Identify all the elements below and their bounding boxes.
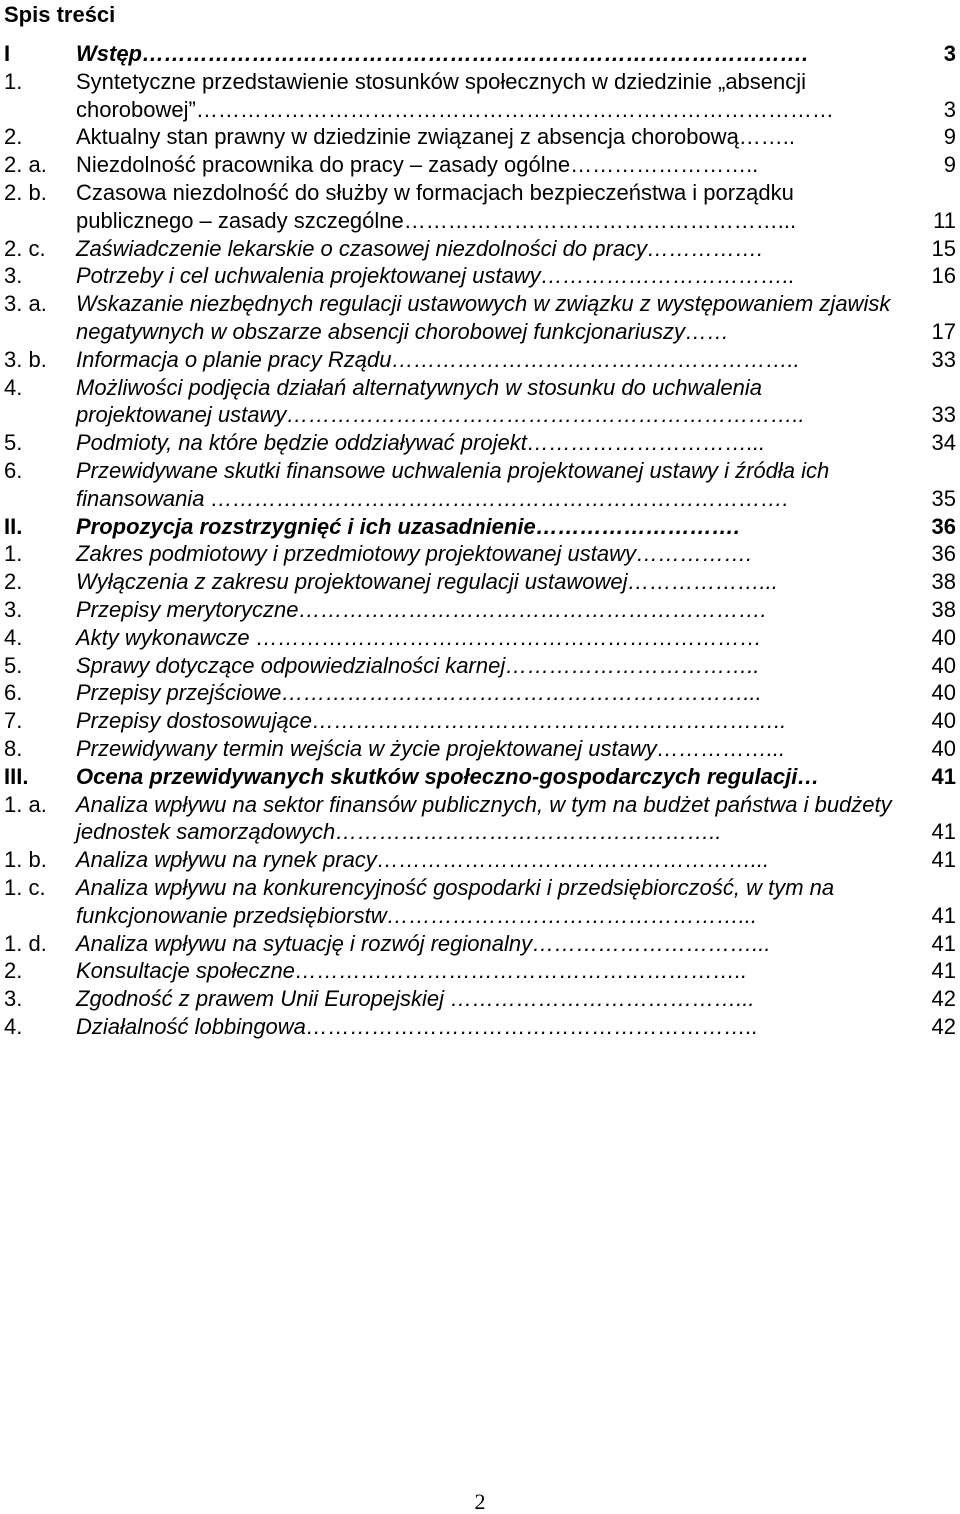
page-number: 2: [474, 1489, 486, 1514]
table-of-contents: [0, 40, 960, 1041]
toc-entry: [0, 791, 960, 847]
toc-entry-page: 40: [931, 735, 956, 761]
toc-entry-title: Analiza wpływu na sektor finansów publicznych, w tym na budżet państwa i budżety jednostek samorządowych……………………………………………..: [76, 791, 898, 845]
toc-entry-page: 3: [943, 96, 956, 122]
toc-entry-page: 40: [931, 680, 956, 706]
toc-entry: [0, 957, 960, 985]
toc-entry: [0, 1013, 960, 1041]
toc-entry-number: I: [4, 41, 11, 66]
toc-entry: [0, 652, 960, 680]
toc-entry-number: 6.: [4, 680, 23, 706]
toc-entry-number: 5.: [4, 430, 23, 456]
toc-entry-number: 3. b.: [4, 346, 47, 372]
toc-entry: [0, 346, 960, 374]
toc-entry-title: Propozycja rozstrzygnięć i ich uzasadnienie……………………….: [76, 513, 740, 539]
toc-entry: [0, 374, 960, 430]
toc-entry-title: Aktualny stan prawny w dziedzinie związanej z absencja chorobową……..: [76, 124, 796, 150]
toc-entry-page: 3: [943, 41, 956, 66]
toc-entry: [0, 235, 960, 263]
toc-entry-number: 6.: [4, 457, 23, 483]
toc-entry: [0, 540, 960, 568]
toc-entry-title: Analiza wpływu na konkurencyjność gospodarki i przedsiębiorczość, w tym na funkcjonowanie przedsiębiorstw…………………………………………...: [76, 874, 841, 928]
toc-entry-page: 41: [931, 847, 956, 873]
toc-entry-title: Podmioty, na które będzie oddziaływać projekt…………………………...: [76, 430, 766, 456]
toc-entry-page: 41: [931, 902, 956, 928]
toc-entry: [0, 735, 960, 763]
toc-entry-page: 42: [931, 1013, 956, 1039]
toc-entry-title: Konsultacje społeczne……………………………………………………..: [76, 958, 748, 984]
toc-entry: [0, 151, 960, 179]
toc-entry-page: 35: [931, 485, 956, 511]
toc-entry-title: Przewidywane skutki finansowe uchwalenia projektowanej ustawy i źródła ich finansowania …………………………………………………………………….: [76, 457, 836, 511]
toc-entry-title: Możliwości podjęcia działań alternatywnych w stosunku do uchwalenia projektowanej ustawy……………………………………………………………..: [76, 374, 805, 428]
toc-entry-page: 40: [931, 652, 956, 678]
toc-entry-title: Informacja o planie pracy Rządu………………………………………………..: [76, 346, 800, 372]
toc-entry-title: Analiza wpływu na sytuację i rozwój regionalny…………………………...: [76, 930, 771, 956]
toc-entry-title: Czasowa niezdolność do służby w formacjach bezpieczeństwa i porządku publicznego – zasady szczególne……………………………………………...: [76, 179, 800, 233]
toc-entry: [0, 457, 960, 513]
toc-entry-number: 3.: [4, 986, 23, 1012]
toc-entry: [0, 679, 960, 707]
toc-entry-title: Niezdolność pracownika do pracy – zasady ogólne……………………..: [76, 152, 759, 178]
toc-entry-page: 33: [931, 346, 956, 372]
toc-entry-page: 36: [931, 513, 956, 539]
toc-entry-page: 11: [933, 207, 956, 233]
toc-entry-number: 1. c.: [4, 874, 46, 900]
toc-entry: [0, 624, 960, 652]
toc-entry-title: Ocena przewidywanych skutków społeczno-gospodarczych regulacji…: [76, 763, 820, 789]
toc-entry-page: 38: [931, 596, 956, 622]
toc-entry-number: 4.: [4, 374, 23, 400]
toc-entry-page: 9: [943, 124, 956, 150]
toc-entry-number: 1. a.: [4, 791, 47, 817]
toc-entry: [0, 123, 960, 151]
toc-entry-title: Wskazanie niezbędnych regulacji ustawowych w związku z występowaniem zjawisk negatywnych w obszarze absencji chorobowej funkcjonariuszy……: [76, 291, 897, 344]
toc-entry-page: 41: [931, 958, 956, 984]
toc-entry-title: Przepisy przejściowe………………………………………………………...: [76, 680, 762, 706]
toc-entry-number: 4.: [4, 1013, 23, 1039]
toc-entry: [0, 290, 960, 346]
toc-entry-title: Zaświadczenie lekarskie o czasowej niezdolności do pracy…………….: [76, 235, 764, 261]
toc-entry-number: 1. d.: [4, 930, 47, 956]
toc-entry-number: 1.: [4, 541, 23, 567]
toc-entry-page: 9: [943, 152, 956, 178]
toc-entry: [0, 568, 960, 596]
toc-entry-page: 38: [931, 569, 956, 595]
toc-entry-title: Zakres podmiotowy i przedmiotowy projektowanej ustawy…………….: [76, 541, 753, 567]
toc-entry-page: 41: [931, 819, 956, 845]
toc-entry-page: 33: [931, 402, 956, 428]
toc-entry-page: 41: [931, 930, 956, 956]
toc-entry: [0, 874, 960, 930]
toc-entry-title: Przepisy merytoryczne……………………………………………………….: [76, 596, 767, 622]
toc-entry-number: 2.: [4, 124, 23, 150]
toc-entry-title: Sprawy dotyczące odpowiedzialności karnej……………………………..: [76, 652, 760, 678]
toc-entry-title: Działalność lobbingowa……………………………………………………..: [76, 1013, 759, 1039]
toc-entry-number: 4.: [4, 624, 23, 650]
toc-entry: [0, 429, 960, 457]
toc-entry-number: 8.: [4, 735, 23, 761]
toc-entry-number: 2.: [4, 569, 23, 595]
toc-entry-title: Zgodność z prawem Unii Europejskiej …………………………………...: [76, 986, 755, 1012]
page-title: Spis treści: [4, 2, 116, 27]
toc-entry-title: Akty wykonawcze ……………………………………………………………: [76, 624, 762, 650]
toc-entry: [0, 763, 960, 791]
toc-entry-title: Przewidywany termin wejścia w życie projektowanej ustawy……………...: [76, 735, 786, 761]
toc-entry-number: 2. c.: [4, 235, 46, 261]
toc-entry-number: 2. a.: [4, 152, 47, 178]
toc-entry-number: II.: [4, 513, 23, 539]
toc-entry: [0, 262, 960, 290]
toc-entry-page: 40: [931, 624, 956, 650]
toc-entry-page: 15: [931, 235, 956, 261]
toc-entry-page: 41: [931, 763, 956, 789]
toc-entry: [0, 513, 960, 541]
toc-entry-page: 40: [931, 708, 956, 734]
toc-entry-page: 36: [931, 541, 956, 567]
toc-entry-number: 2. b.: [4, 179, 47, 205]
toc-entry-number: 1.: [4, 68, 23, 94]
toc-entry-title: Wstęp……………………………………………………………………………….: [76, 41, 809, 66]
toc-entry: [0, 846, 960, 874]
toc-entry: [0, 68, 960, 124]
toc-entry-number: 1. b.: [4, 847, 47, 873]
toc-entry: [0, 707, 960, 735]
toc-entry-number: 3.: [4, 596, 23, 622]
toc-entry-number: 2.: [4, 958, 23, 984]
toc-entry-title: Potrzeby i cel uchwalenia projektowanej ustawy……………………………..: [76, 263, 795, 289]
toc-entry-title: Wyłączenia z zakresu projektowanej regulacji ustawowej………………...: [76, 569, 778, 595]
toc-entry-title: Analiza wpływu na rynek pracy……………………………………………...: [76, 847, 770, 873]
toc-entry-page: 34: [931, 430, 956, 456]
toc-entry-page: 42: [931, 986, 956, 1012]
toc-entry-number: 5.: [4, 652, 23, 678]
toc-entry-number: III.: [4, 763, 29, 789]
toc-entry: [0, 596, 960, 624]
toc-entry-number: 3. a.: [4, 291, 47, 317]
toc-entry-number: 3.: [4, 263, 23, 289]
toc-entry: [0, 179, 960, 235]
toc-entry-title: Przepisy dostosowujące………………………………………………………..: [76, 708, 787, 734]
toc-entry-number: 7.: [4, 708, 23, 734]
toc-entry: [0, 40, 960, 68]
toc-entry-page: 16: [931, 263, 956, 289]
toc-entry: [0, 930, 960, 958]
toc-entry-page: 17: [931, 318, 956, 344]
toc-entry: [0, 985, 960, 1013]
toc-entry-title: Syntetyczne przedstawienie stosunków społecznych w dziedzinie „absencji chorobowej”……………………………………………………………………………: [76, 68, 834, 122]
